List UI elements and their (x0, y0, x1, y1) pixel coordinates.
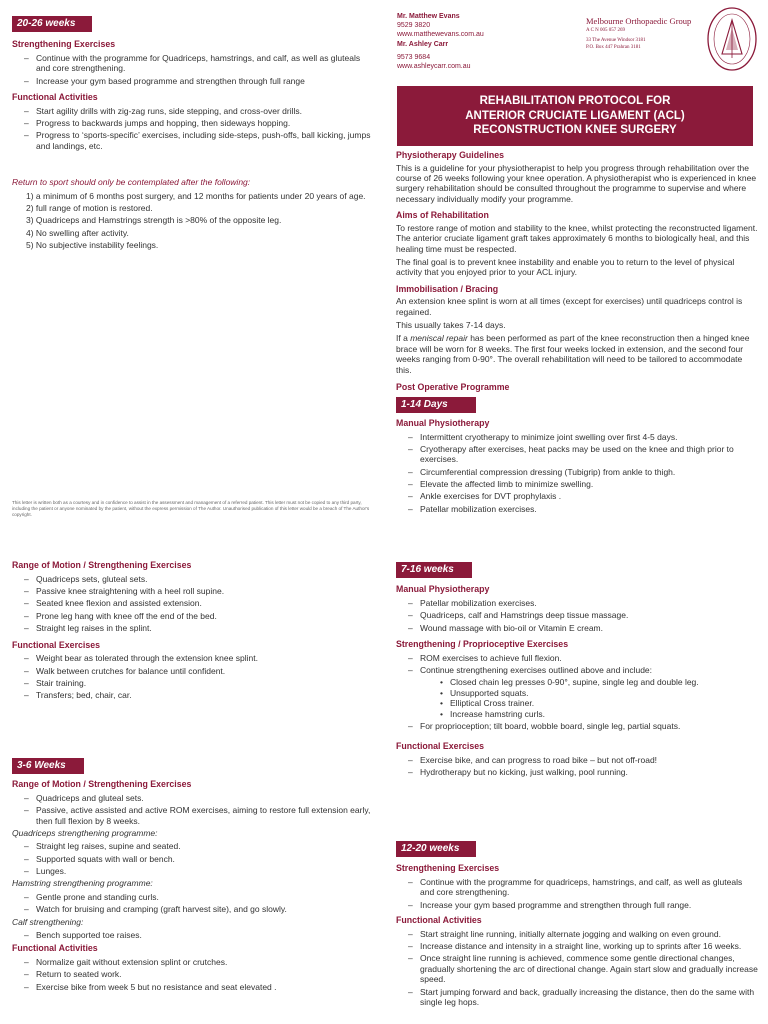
section-tag: 3-6 Weeks (12, 758, 84, 774)
list-item: – Watch for bruising and cramping (graft harvest site), and go slowly. (24, 904, 374, 914)
list-item: – Progress to ‘sports-specific’ exercises, including side-steps, push-offs, ball kicking, jumps and landings, etc. (24, 130, 374, 151)
subsection-label: Quadriceps strengthening programme: (12, 827, 158, 838)
contact-name: Mr. Ashley Carr (397, 40, 449, 48)
list-item: – Continue with the programme for quadriceps, hamstrings, and calf, as well as gluteals and core strengthening. (408, 877, 758, 898)
section-heading: Strengthening Exercises (12, 39, 116, 50)
list-item: – Supported squats with wall or bench. (24, 854, 374, 864)
list-item: – Elevate the affected limb to minimize swelling. (408, 479, 758, 489)
section-tag: 12-20 weeks (396, 841, 476, 857)
list-item: – Quadriceps, calf and Hamstrings deep tissue massage. (408, 610, 758, 620)
list-item: 1) a minimum of 6 months post surgery, and 12 months for patients under 20 years of age. (26, 190, 366, 201)
text-run: If a (396, 333, 411, 344)
list-item: – Normalize gait without extension splint or crutches. (24, 957, 374, 967)
list-item: – Intermittent cryotherapy to minimize joint swelling over first 4-5 days. (408, 432, 758, 442)
list-item: 5) No subjective instability feelings. (26, 239, 159, 250)
list-item: – Gentle prone and standing curls. (24, 892, 374, 902)
emphasis: meniscal repair (410, 333, 468, 344)
section-tag: 1-14 Days (396, 397, 476, 413)
list-item: – Return to seated work. (24, 969, 374, 979)
section-heading: Functional Activities (12, 943, 98, 954)
group-po-box: P.O. Box 447 Prahran 3181 (586, 44, 641, 50)
list-item: – Start jumping forward and back, gradually increasing the distance, then do the same with single leg hops. (408, 987, 758, 1008)
section-heading: Manual Physiotherapy (396, 417, 490, 428)
section-tag: 7-16 weeks (396, 562, 472, 578)
list-item: – Wound massage with bio-oil or Vitamin E cream. (408, 623, 758, 633)
banner-line: REHABILITATION PROTOCOL FOR (479, 94, 671, 107)
group-acn: A C N 005 057 269 (586, 28, 626, 33)
group-street: 33 The Avenue Windsor 3181 (586, 37, 646, 43)
list-item: – Increase your gym based programme and strengthen through full range. (408, 900, 758, 910)
list-item: – For proprioception; tilt board, wobble board, single leg, partial squats. (408, 721, 758, 731)
list-item: – ROM exercises to achieve full flexion. (408, 653, 758, 663)
bullet-item: • Closed chain leg presses 0-90°, supine, single leg and double leg. (440, 677, 758, 687)
list-item: 4) No swelling after activity. (26, 227, 129, 238)
list-item: – Weight bear as tolerated through the extension knee splint. (24, 653, 374, 663)
section-20-26-weeks (12, 16, 374, 252)
section-3-6-weeks (12, 758, 374, 994)
list-item: – Patellar mobilization exercises. (408, 598, 758, 608)
contact-phone: 9529 3820 (397, 22, 431, 30)
section-heading: Manual Physiotherapy (396, 584, 490, 595)
banner-line: RECONSTRUCTION KNEE SURGERY (473, 124, 677, 137)
banner-line: ANTERIOR CRUCIATE LIGAMENT (ACL) (465, 109, 685, 122)
list-item: – Continue with the programme for Quadriceps, hamstrings, and calf, as well as gluteals and core strengthening. (24, 53, 374, 74)
list-item: – Quadriceps and gluteal sets. (24, 793, 374, 803)
section-1-14-days-exercises (12, 560, 374, 703)
group-address (586, 16, 691, 51)
list-item: – Lunges. (24, 866, 374, 876)
list-item: – Bench supported toe raises. (24, 930, 374, 940)
contact-website[interactable]: www.matthewevans.com.au (397, 31, 484, 39)
list-item: – Prone leg hang with knee off the end of the bed. (24, 611, 374, 621)
section-heading: Post Operative Programme (396, 381, 510, 392)
contact-phone: 9573 9684 (397, 53, 431, 61)
list-item: – Increase distance and intensity in a straight line, working up to sprints after 16 weeks. (408, 941, 758, 951)
list-item: – Increase your gym based programme and strengthen through full range (24, 76, 374, 86)
list-item: – Quadriceps sets, gluteal sets. (24, 574, 374, 584)
section-heading: Immobilisation / Bracing (396, 283, 499, 294)
text-run: has been performed as part of the knee reconstruction then a hinged knee brace will be worn for 8 weeks. The first four weeks locked in extension, and the second four weeks ranging from 0-90°. The overall rehabilitation will need to be tailored to accommodate this. (396, 333, 750, 375)
list-item: – Exercise bike from week 5 but no resistance and seat elevated . (24, 982, 374, 992)
section-7-16-weeks (396, 562, 758, 780)
paragraph: An extension knee splint is worn at all times (except for exercises) until quadriceps control is regained. (396, 296, 743, 317)
section-tag: 20-26 weeks (12, 16, 92, 32)
list-item (408, 665, 758, 719)
return-to-sport-note: Return to sport should only be contemplated after the following: (12, 177, 251, 188)
list-item: – Cryotherapy after exercises, heat packs may be used on the knee and thigh prior to exercises. (408, 444, 758, 465)
list-item: – Transfers; bed, chair, car. (24, 690, 374, 700)
section-heading: Functional Exercises (396, 741, 485, 752)
subsection-label: Calf strengthening: (12, 916, 84, 927)
section-heading: Range of Motion / Strengthening Exercises (12, 560, 192, 570)
list-item: – Patellar mobilization exercises. (408, 504, 758, 514)
list-item: – Straight leg raises, supine and seated. (24, 841, 374, 851)
list-item: – Circumferential compression dressing (Tubigrip) from ankle to thigh. (408, 467, 758, 477)
section-12-20-weeks (396, 841, 758, 1009)
paragraph: This usually takes 7-14 days. (396, 320, 506, 331)
list-item-text: Continue strengthening exercises outlined above and include: (420, 665, 653, 676)
section-heading: Functional Exercises (12, 639, 101, 650)
list-item: – Exercise bike, and can progress to road bike – but not off-road! (408, 755, 758, 765)
paragraph: This is a guideline for your physiotherapist to help you progress through rehabilitation over the course of 26 weeks following your knee operation. A physiotherapist who is experienced in knee surgery rehabilitation should be consulted throughout the programme to supervise and where necessary individually modify your programme. (396, 162, 757, 204)
contact-block (397, 12, 484, 71)
list-item: – Once straight line running is achieved, commence some gentle directional changes, gradually shortening the arc of directional change. Again start slow and gradually increase speed. (408, 953, 758, 984)
list-item: – Passive knee straightening with a heel roll supine. (24, 586, 374, 596)
list-item: – Start straight line running, initially alternate jogging and walking on even ground. (408, 929, 758, 939)
section-heading: Functional Activities (12, 91, 98, 102)
copyright-fine-print: This letter is written both as a courtesy and in confidence to assist in the assessment and management of a referred patient. This letter must not be copied to any third party, including the patient or anyone nominated by the patient, without the express permission of The Author. Unauthorised publication of this letter would be a breach of The Author's copyright. (12, 500, 370, 517)
list-item: – Ankle exercises for DVT prophylaxis . (408, 491, 758, 501)
list-item: – Stair training. (24, 678, 374, 688)
group-name: Melbourne Orthopaedic Group (586, 16, 692, 26)
section-heading: Range of Motion / Strengthening Exercises (12, 779, 192, 790)
title-banner (397, 86, 753, 146)
section-heading: Functional Activities (396, 914, 482, 925)
bullet-item: • Increase hamstring curls. (440, 709, 758, 719)
list-item: – Passive, active assisted and active ROM exercises, aiming to restore full extension early, then full flexion by 8 weeks. (24, 805, 374, 826)
bullet-item: • Elliptical Cross trainer. (440, 698, 758, 708)
section-heading: Strengthening / Proprioceptive Exercises (396, 638, 569, 649)
list-item: – Hydrotherapy but no kicking, just walking, pool running. (408, 767, 758, 777)
contact-name: Mr. Matthew Evans (397, 13, 460, 20)
section-heading: Aims of Rehabilitation (396, 210, 489, 221)
list-item: 2) full range of motion is restored. (26, 202, 153, 213)
list-item: – Start agility drills with zig-zag runs, side stepping, and cross-over drills. (24, 106, 374, 116)
section-heading: Strengthening Exercises (396, 863, 500, 874)
list-item: 3) Quadriceps and Hamstrings strength is >80% of the opposite leg. (26, 215, 282, 226)
contact-website[interactable]: www.ashleycarr.com.au (397, 63, 471, 71)
paragraph: The final goal is to prevent knee instability and enable you to return to the level of physical activity that you enjoyed prior to your ACL injury. (396, 256, 735, 278)
paragraph (396, 333, 758, 374)
list-item: – Straight leg raises in the splint. (24, 623, 374, 633)
section-guidelines (396, 150, 758, 516)
paragraph: To restore range of motion and stability to the knee, whilst protecting the reconstructed ligament. The anterior cruciate ligament graft takes approximately 6 months to biologically heal, and this healing time must be respected. (396, 222, 758, 254)
subsection-label: Hamstring strengthening programme: (12, 878, 153, 889)
list-item: – Seated knee flexion and assisted extension. (24, 598, 374, 608)
section-heading: Physiotherapy Guidelines (396, 150, 505, 160)
list-item: – Progress to backwards jumps and hopping, then sideways hopping. (24, 118, 374, 128)
list-item: – Walk between crutches for balance until confident. (24, 666, 374, 676)
bullet-item: • Unsupported squats. (440, 688, 758, 698)
group-seal-logo (706, 6, 758, 72)
